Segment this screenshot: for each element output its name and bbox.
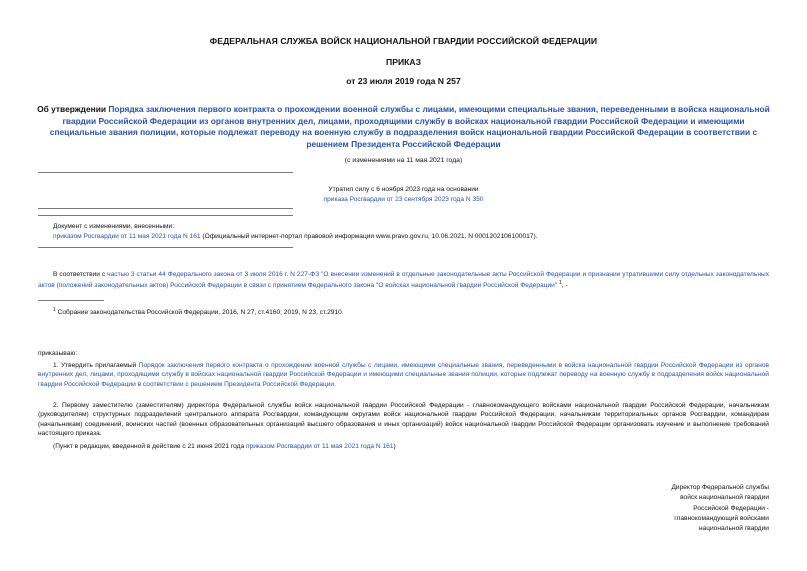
amendments-label: Документ с изменениями, внесенными: (53, 223, 175, 230)
doc-date-number: от 23 июля 2019 года N 257 (346, 76, 461, 86)
signature-block (671, 483, 769, 534)
preamble-paragraph (38, 270, 769, 291)
edit-text: (Пункт в редакции, введенной в действие с 21 июня 2021 года (53, 443, 246, 450)
doc-type-heading: ПРИКАЗ (386, 57, 421, 67)
title-link[interactable]: Порядка заключения первого контракта о прохождении военной службы с лицами, имеющими специальные звания, переведенными в войска национальной гвардии Российской Федерации из органов внутренних дел, лицами, проходящими службу в войсках национальной гвардии Российской Федерации и имеющими специальные звания полиции, которые подлежат переводу на военную службу в подразделения войск национальной гвардии Российской Федерации в соответствии с решением Президента Российской Федерации (49, 104, 770, 149)
preamble-text: В соответствии с (53, 271, 108, 278)
status-line: Утратил силу с 6 ноября 2023 года на основании (328, 186, 479, 193)
amendments-source: (Официальный интернет-портал правовой информации www.pravo.gov.ru, 10.06.2021, N 0001202106100017). (200, 233, 538, 240)
procedure-link[interactable]: Порядок заключения первого контракта о прохождении военной службы с лицами, имеющими специальные звания, переведенными в войска национальной гвардии Российской Федерации из органов внутренних дел, лицами, проходящими службу в войсках национальной гвардии Российской Федерации и имеющими специальные звания полиции, которые подлежат переводу на военную службу в подразделения войск национальной гвардии Российской Федерации в соответствии с решением Президента Российской Федерации (38, 362, 769, 388)
divider (38, 208, 293, 209)
preamble-end: , - (561, 282, 568, 290)
paragraph-1 (38, 361, 769, 389)
divider (38, 247, 293, 248)
divider (38, 215, 293, 216)
agency-heading: ФЕДЕРАЛЬНАЯ СЛУЖБА ВОЙСК НАЦИОНАЛЬНОЙ ГВАРДИИ РОССИЙСКОЙ ФЕДЕРАЦИИ (209, 36, 598, 46)
signature-line-5: национальной гвардии (698, 525, 769, 533)
amendments-line (53, 232, 773, 241)
footnote-mark: 1 (53, 307, 56, 313)
edit-end: ) (393, 443, 396, 450)
signature-line-4: главнокомандующий войсками (674, 514, 769, 522)
orders-word: приказываю: (38, 350, 78, 357)
divider (38, 172, 293, 173)
amendments-link[interactable]: приказом Росгвардии от 11 мая 2021 года N 161 (53, 233, 201, 240)
title-prefix: Об утверждении (37, 104, 109, 114)
footnote (53, 306, 344, 317)
status-link[interactable]: приказа Росгвардии от 23 сентября 2023 года N 350 (323, 196, 484, 203)
edit-link[interactable]: приказом Росгвардии от 11 мая 2021 года N 161 (245, 443, 394, 450)
footnote-divider (38, 300, 104, 301)
edit-note (53, 442, 396, 451)
law-link[interactable]: частью 3 статьи 44 Федерального закона от 3 июля 2016 г. N 227-ФЗ "О внесении изменений в отдельные законодательные акты Российской Федерации и признании утратившими силу отдельных законодательных актов (положений законодательных актов) Российской Федерации в связи с принятием Федерального закона "О войсках национальной гвардии Российской Федерации" (38, 271, 769, 290)
paragraph-2: 2. Первому заместителю (заместителям) директора Федеральной службы войск национальной гвардии Российской Федерации - главнокомандующего войсками национальной гвардии Российской Федерации, начальникам (руководителям) структурных подразделений центрального аппарата Росгвардии, командующим округами войск национальной гвардии Российской Федерации, начальникам территориальных органов Росгвардии, командирам (начальникам) соединений, воинских частей (военных образовательных организаций высшего образования и иных организаций) войск национальной гвардии Российской Федерации организовать изучение и выполнение требований настоящего приказа. (38, 402, 769, 437)
p1-end: . (334, 380, 336, 388)
signature-line-2: войск национальной гвардии (680, 494, 769, 502)
changes-note: (с изменениями на 11 мая 2021 года) (344, 157, 463, 164)
footnote-ref[interactable]: 1 (559, 280, 562, 287)
signature-line-1: Директор Федеральной службы (671, 484, 769, 491)
document-title (36, 104, 771, 150)
signature-line-3: Российской Федерации - (693, 504, 769, 512)
footnote-text: Собрание законодательства Российской Федерации, 2016, N 27, ст.4160; 2019, N 23, ст.2910. (55, 309, 344, 317)
p1-text: 1. Утвердить прилагаемый (53, 362, 139, 369)
